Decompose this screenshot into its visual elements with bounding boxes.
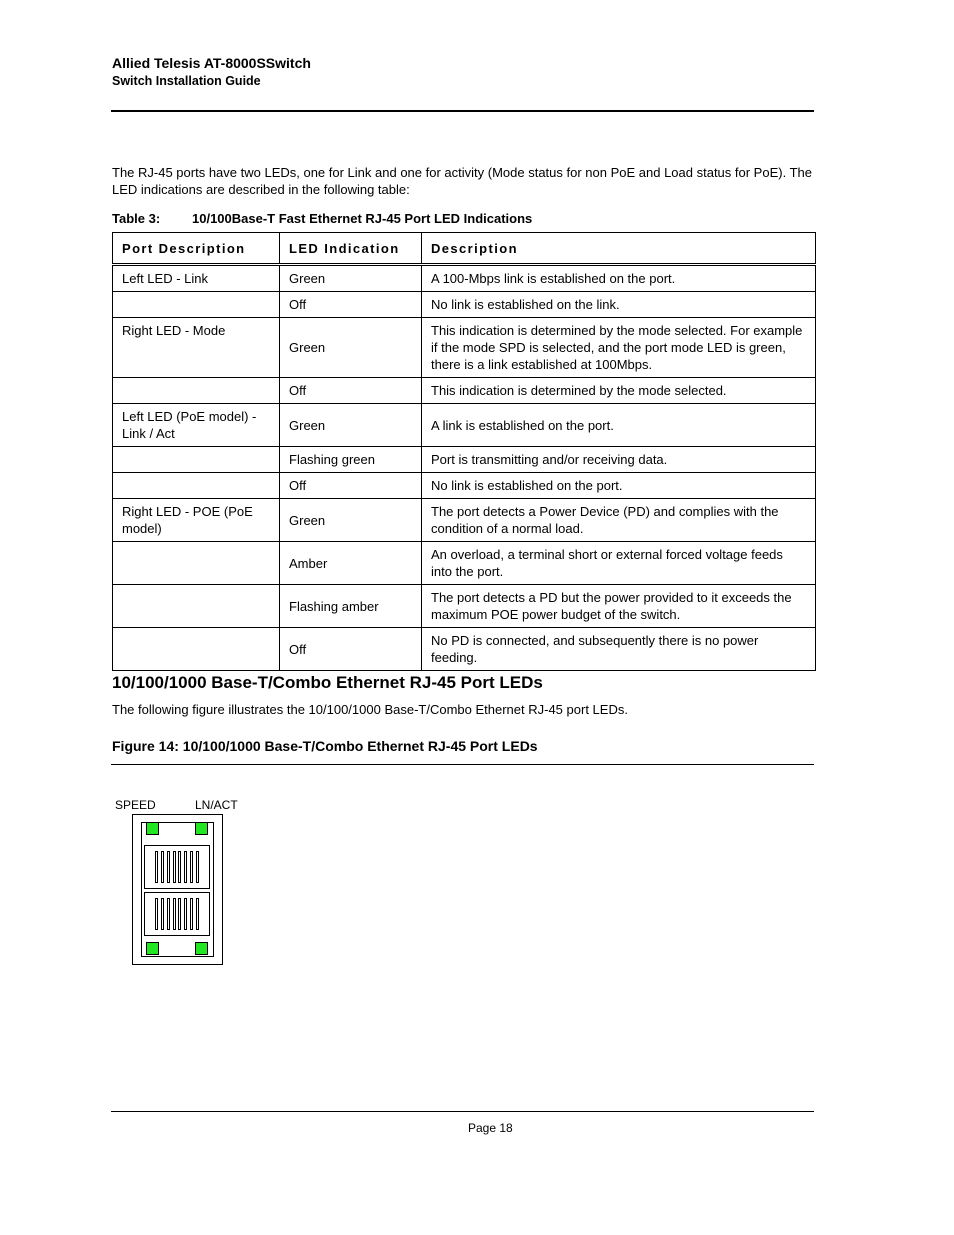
table-row xyxy=(113,542,816,585)
cell-description: No PD is connected, and subsequently there is no power feeding. xyxy=(422,628,816,671)
cell-port xyxy=(113,542,280,585)
table-caption xyxy=(112,211,532,226)
document-subtitle: Switch Installation Guide xyxy=(112,74,261,88)
footer-divider xyxy=(111,1111,814,1112)
cell-indication: Green xyxy=(280,404,422,447)
rj45-port-figure xyxy=(112,796,252,971)
cell-port xyxy=(113,628,280,671)
table-row xyxy=(113,265,816,292)
table-row xyxy=(113,292,816,318)
table-row xyxy=(113,404,816,447)
cell-port xyxy=(113,292,280,318)
cell-indication: Flashing amber xyxy=(280,585,422,628)
rj45-jack-bottom xyxy=(144,892,210,936)
cell-indication: Flashing green xyxy=(280,447,422,473)
cell-indication: Green xyxy=(280,265,422,292)
figure-divider xyxy=(111,764,814,765)
column-header-port-description: Port Description xyxy=(113,233,280,265)
cell-description: The port detects a PD but the power provided to it exceeds the maximum POE power budget of the switch. xyxy=(422,585,816,628)
table-row xyxy=(113,378,816,404)
cell-description: This indication is determined by the mode selected. For example if the mode SPD is selected, and the port mode LED is green, there is a link established at 100Mbps. xyxy=(422,318,816,378)
cell-port: Left LED (PoE model) - Link / Act xyxy=(113,404,280,447)
cell-indication: Off xyxy=(280,378,422,404)
figure-caption: Figure 14: 10/100/1000 Base-T/Combo Ethernet RJ-45 Port LEDs xyxy=(112,738,538,754)
table-row xyxy=(113,473,816,499)
jack-pins xyxy=(155,898,199,930)
cell-indication: Off xyxy=(280,473,422,499)
column-header-led-indication: LED Indication xyxy=(280,233,422,265)
jack-pins xyxy=(155,851,199,883)
table-header-row xyxy=(113,233,816,265)
port-frame xyxy=(141,822,214,957)
port-housing xyxy=(132,814,223,965)
table-caption-number: Table 3: xyxy=(112,211,161,226)
cell-port xyxy=(113,378,280,404)
ln-act-led-bottom xyxy=(195,942,208,955)
cell-indication: Off xyxy=(280,292,422,318)
table-row xyxy=(113,318,816,378)
section-paragraph: The following figure illustrates the 10/100/1000 Base-T/Combo Ethernet RJ-45 port LEDs. xyxy=(112,702,628,717)
ln-act-label: LN/ACT xyxy=(195,798,238,812)
cell-port xyxy=(113,473,280,499)
cell-description: The port detects a Power Device (PD) and complies with the condition of a normal load. xyxy=(422,499,816,542)
cell-indication: Green xyxy=(280,318,422,378)
cell-description: Port is transmitting and/or receiving data. xyxy=(422,447,816,473)
speed-label: SPEED xyxy=(115,798,156,812)
cell-port: Right LED - Mode xyxy=(113,318,280,378)
cell-port: Left LED - Link xyxy=(113,265,280,292)
table-caption-title: 10/100Base-T Fast Ethernet RJ-45 Port LED Indications xyxy=(192,211,533,226)
header-divider xyxy=(111,110,814,112)
cell-description: A 100-Mbps link is established on the port. xyxy=(422,265,816,292)
section-heading: 10/100/1000 Base-T/Combo Ethernet RJ-45 Port LEDs xyxy=(112,673,543,692)
cell-port xyxy=(113,585,280,628)
page-number: Page 18 xyxy=(468,1121,513,1135)
ln-act-led-top xyxy=(195,822,208,835)
cell-description: This indication is determined by the mode selected. xyxy=(422,378,816,404)
speed-led-top xyxy=(146,822,159,835)
table-row xyxy=(113,499,816,542)
table-row xyxy=(113,447,816,473)
column-header-description: Description xyxy=(422,233,816,265)
cell-indication: Amber xyxy=(280,542,422,585)
cell-indication: Green xyxy=(280,499,422,542)
document-title: Allied Telesis AT-8000SSwitch xyxy=(112,55,311,71)
cell-description: An overload, a terminal short or external forced voltage feeds into the port. xyxy=(422,542,816,585)
cell-description: No link is established on the port. xyxy=(422,473,816,499)
cell-description: A link is established on the port. xyxy=(422,404,816,447)
cell-port: Right LED - POE (PoE model) xyxy=(113,499,280,542)
rj45-jack-top xyxy=(144,845,210,889)
table-row xyxy=(113,585,816,628)
table-row xyxy=(113,628,816,671)
led-indications-table xyxy=(112,232,816,671)
cell-indication: Off xyxy=(280,628,422,671)
cell-port xyxy=(113,447,280,473)
speed-led-bottom xyxy=(146,942,159,955)
cell-description: No link is established on the link. xyxy=(422,292,816,318)
intro-paragraph: The RJ-45 ports have two LEDs, one for Link and one for activity (Mode status for non PoE and Load status for PoE). The LED indications are described in the following table: xyxy=(112,165,812,197)
